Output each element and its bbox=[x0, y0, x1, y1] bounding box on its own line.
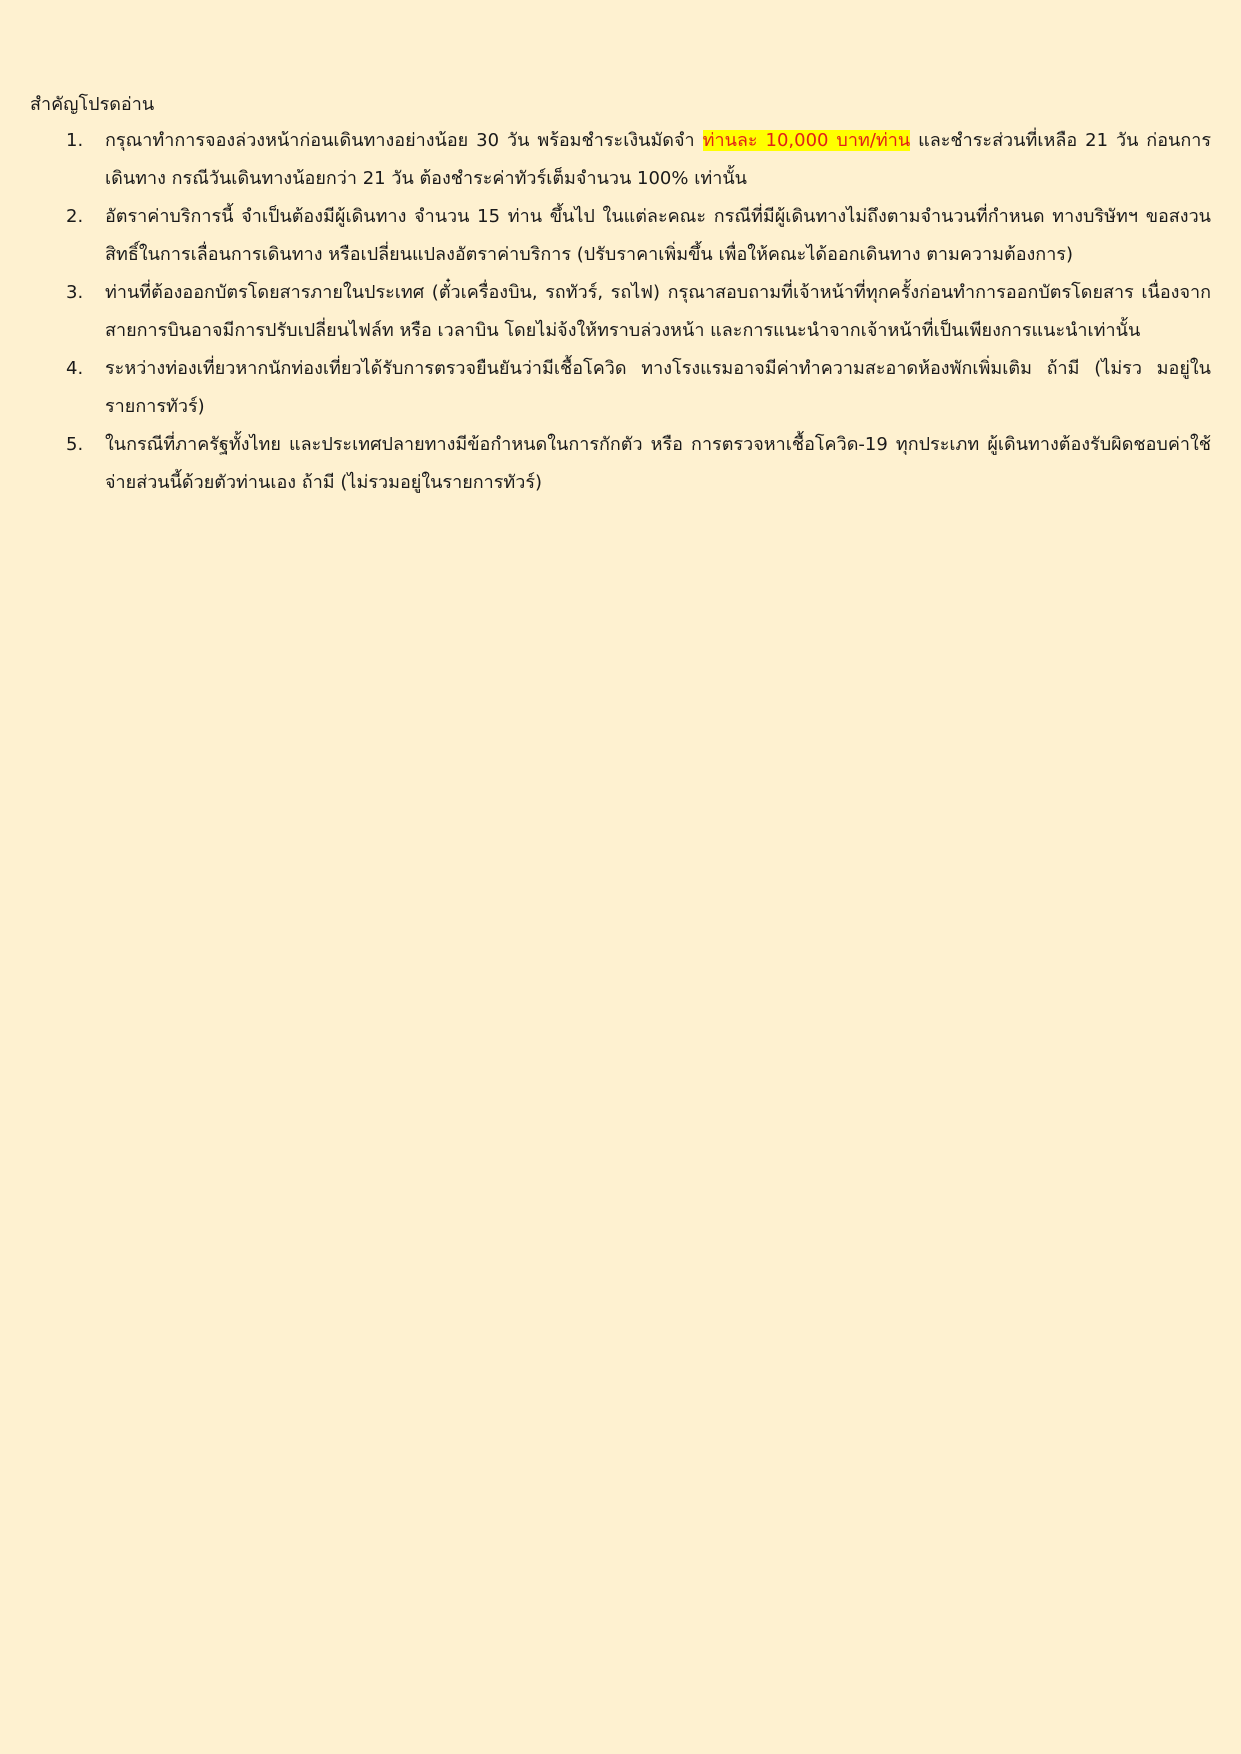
notice-item-number: 5. bbox=[66, 434, 84, 455]
notice-item-number: 4. bbox=[66, 358, 84, 379]
notice-item-number: 2. bbox=[66, 206, 84, 227]
notice-item-text: อัตราค่าบริการนี้ จำเป็นต้องมีผู้เดินทาง จำนวน 15 ท่าน ขึ้นไป ในแต่ละคณะ กรณีที่มีผู้เดินทางไม่ถึงตามจำนวนที่กำหนด ทางบริษัทฯ ขอสงวนสิทธิ์ในการเลื่อนการเดินทาง หรือเปลี่ยนแปลงอัตราค่าบริการ (ปรับราคาเพิ่มขึ้น เพื่อให้คณะได้ออกเดินทาง ตามความต้องการ) bbox=[105, 206, 1211, 265]
notice-text-before: กรุณาทำการจองล่วงหน้าก่อนเดินทางอย่างน้อย 30 วัน พร้อมชำระเงินมัดจำ bbox=[105, 130, 703, 151]
notice-item-1 bbox=[30, 122, 1211, 198]
notice-item-2 bbox=[30, 198, 1211, 274]
notice-heading: สำคัญโปรดอ่าน bbox=[30, 94, 155, 115]
deposit-highlight: ท่านละ 10,000 บาท/ท่าน bbox=[702, 130, 911, 151]
notice-item-text: ในกรณีที่ภาครัฐทั้งไทย และประเทศปลายทางมีข้อกำหนดในการกักตัว หรือ การตรวจหาเชื้อโควิด-19 ทุกประเภท ผู้เดินทางต้องรับผิดชอบค่าใช้จ่ายส่วนนี้ด้วยตัวท่านเอง ถ้ามี (ไม่รวมอยู่ในรายการทัวร์) bbox=[105, 434, 1211, 493]
notice-item-text: ระหว่างท่องเที่ยวหากนักท่องเที่ยวได้รับการตรวจยืนยันว่ามีเชื้อโควิด ทางโรงแรมอาจมีค่าทำความสะอาดห้องพักเพิ่มเติม ถ้ามี (ไม่รว มอยู่ในรายการทัวร์) bbox=[105, 358, 1211, 417]
notice-list bbox=[30, 122, 1211, 502]
notice-item-number: 3. bbox=[66, 282, 84, 303]
notice-item-3 bbox=[30, 274, 1211, 350]
notice-item-5 bbox=[30, 426, 1211, 502]
notice-item-text bbox=[105, 122, 1211, 198]
notice-item-number: 1. bbox=[66, 130, 84, 151]
notice-item-text: ท่านที่ต้องออกบัตรโดยสารภายในประเทศ (ตั๋วเครื่องบิน, รถทัวร์, รถไฟ) กรุณาสอบถามที่เจ้าหน้าที่ทุกครั้งก่อนทำการออกบัตรโดยสาร เนื่องจากสายการบินอาจมีการปรับเปลี่ยนไฟล์ท หรือ เวลาบิน โดยไม่จ้งให้ทราบล่วงหน้า และการแนะนำจากเจ้าหน้าที่เป็นเพียงการแนะนำเท่านั้น bbox=[105, 282, 1211, 341]
notice-item-4 bbox=[30, 350, 1211, 426]
notice-text-after: และชำระส่วนที่เหลือ 21 วัน ก่อนการเดินทาง กรณีวันเดินทางน้อยกว่า 21 วัน ต้องชำระค่าทัวร์เต็มจำนวน 100% เท่านั้น bbox=[105, 130, 1211, 189]
